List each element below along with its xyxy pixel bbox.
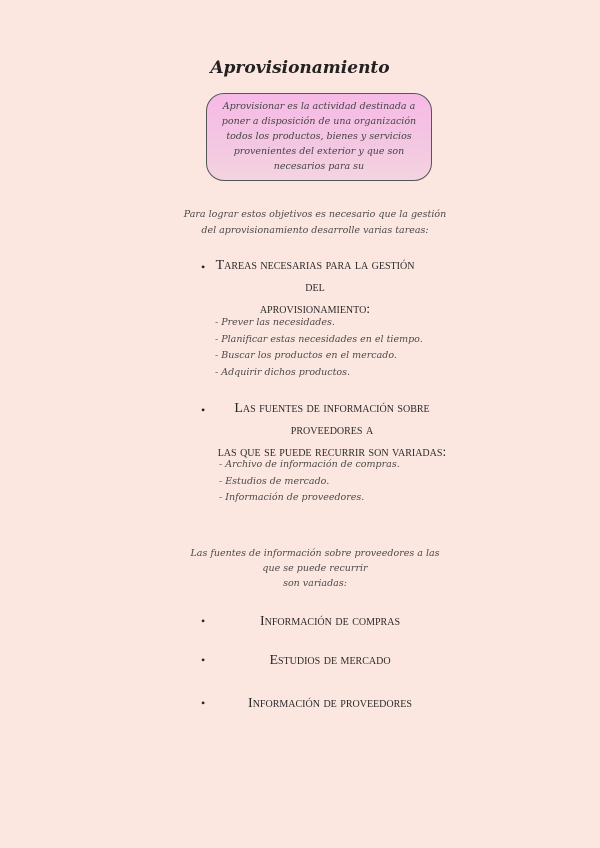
tasks-list (215, 315, 423, 381)
list-item: - Adquirir dichos productos. (215, 366, 351, 378)
page-title: Aprovisionamiento (210, 58, 390, 78)
definition-line: poner a disposición de una organización (221, 116, 417, 127)
intro-paragraph (170, 207, 460, 239)
sources-heading-line: Las fuentes de información sobre proveedores a (234, 401, 430, 438)
summary-line: son variadas: (283, 578, 347, 589)
list-item: - Estudios de mercado. (219, 475, 330, 487)
tasks-heading-line: Tareas necesarias para la gestión del (215, 258, 415, 295)
summary-line: que se puede recurrir (262, 563, 368, 574)
list-item: - Archivo de información de compras. (219, 459, 400, 470)
bullet-dot: • (201, 653, 206, 667)
definition-line: todos los productos, bienes y servicios (226, 131, 412, 142)
intro-line: Para lograr estos objetivos es necesario que la gestión (183, 209, 447, 220)
intro-line: del aprovisionamiento desarrolle varias tareas: (201, 225, 429, 236)
summary-item-label: Estudios de mercado (269, 653, 391, 668)
list-item: - Prever las necesidades. (215, 317, 335, 328)
list-item: - Información de proveedores. (219, 492, 365, 503)
list-item: - Buscar los productos en el mercado. (215, 350, 397, 361)
summary-item (0, 696, 600, 716)
summary-item-label: Información de proveedores (248, 696, 412, 711)
bullet-dot: • (201, 260, 206, 274)
tasks-heading-line: aprovisionamiento: (259, 302, 371, 317)
summary-paragraph (170, 546, 460, 591)
definition-line: provenientes del exterior y que son (233, 146, 405, 157)
summary-item (0, 614, 600, 634)
sources-heading-line: las que se puede recurrir son variadas: (217, 445, 447, 460)
tasks-heading (0, 255, 600, 317)
definition-box (206, 93, 432, 181)
bullet-dot: • (201, 696, 206, 710)
summary-item-label: Información de compras (259, 614, 401, 629)
sources-list (219, 457, 400, 507)
definition-line: Aprovisionar es la actividad destinada a (222, 101, 416, 112)
bullet-dot: • (201, 403, 206, 417)
sources-heading-text (214, 398, 450, 464)
summary-line: Las fuentes de información sobre proveedores a las (190, 548, 440, 559)
summary-item (0, 653, 600, 673)
bullet-dot: • (201, 614, 206, 628)
tasks-heading-text (215, 255, 415, 321)
sources-heading (0, 398, 600, 460)
list-item: - Planificar estas necesidades en el tiempo. (215, 333, 423, 345)
definition-line: necesarios para su (273, 161, 365, 172)
